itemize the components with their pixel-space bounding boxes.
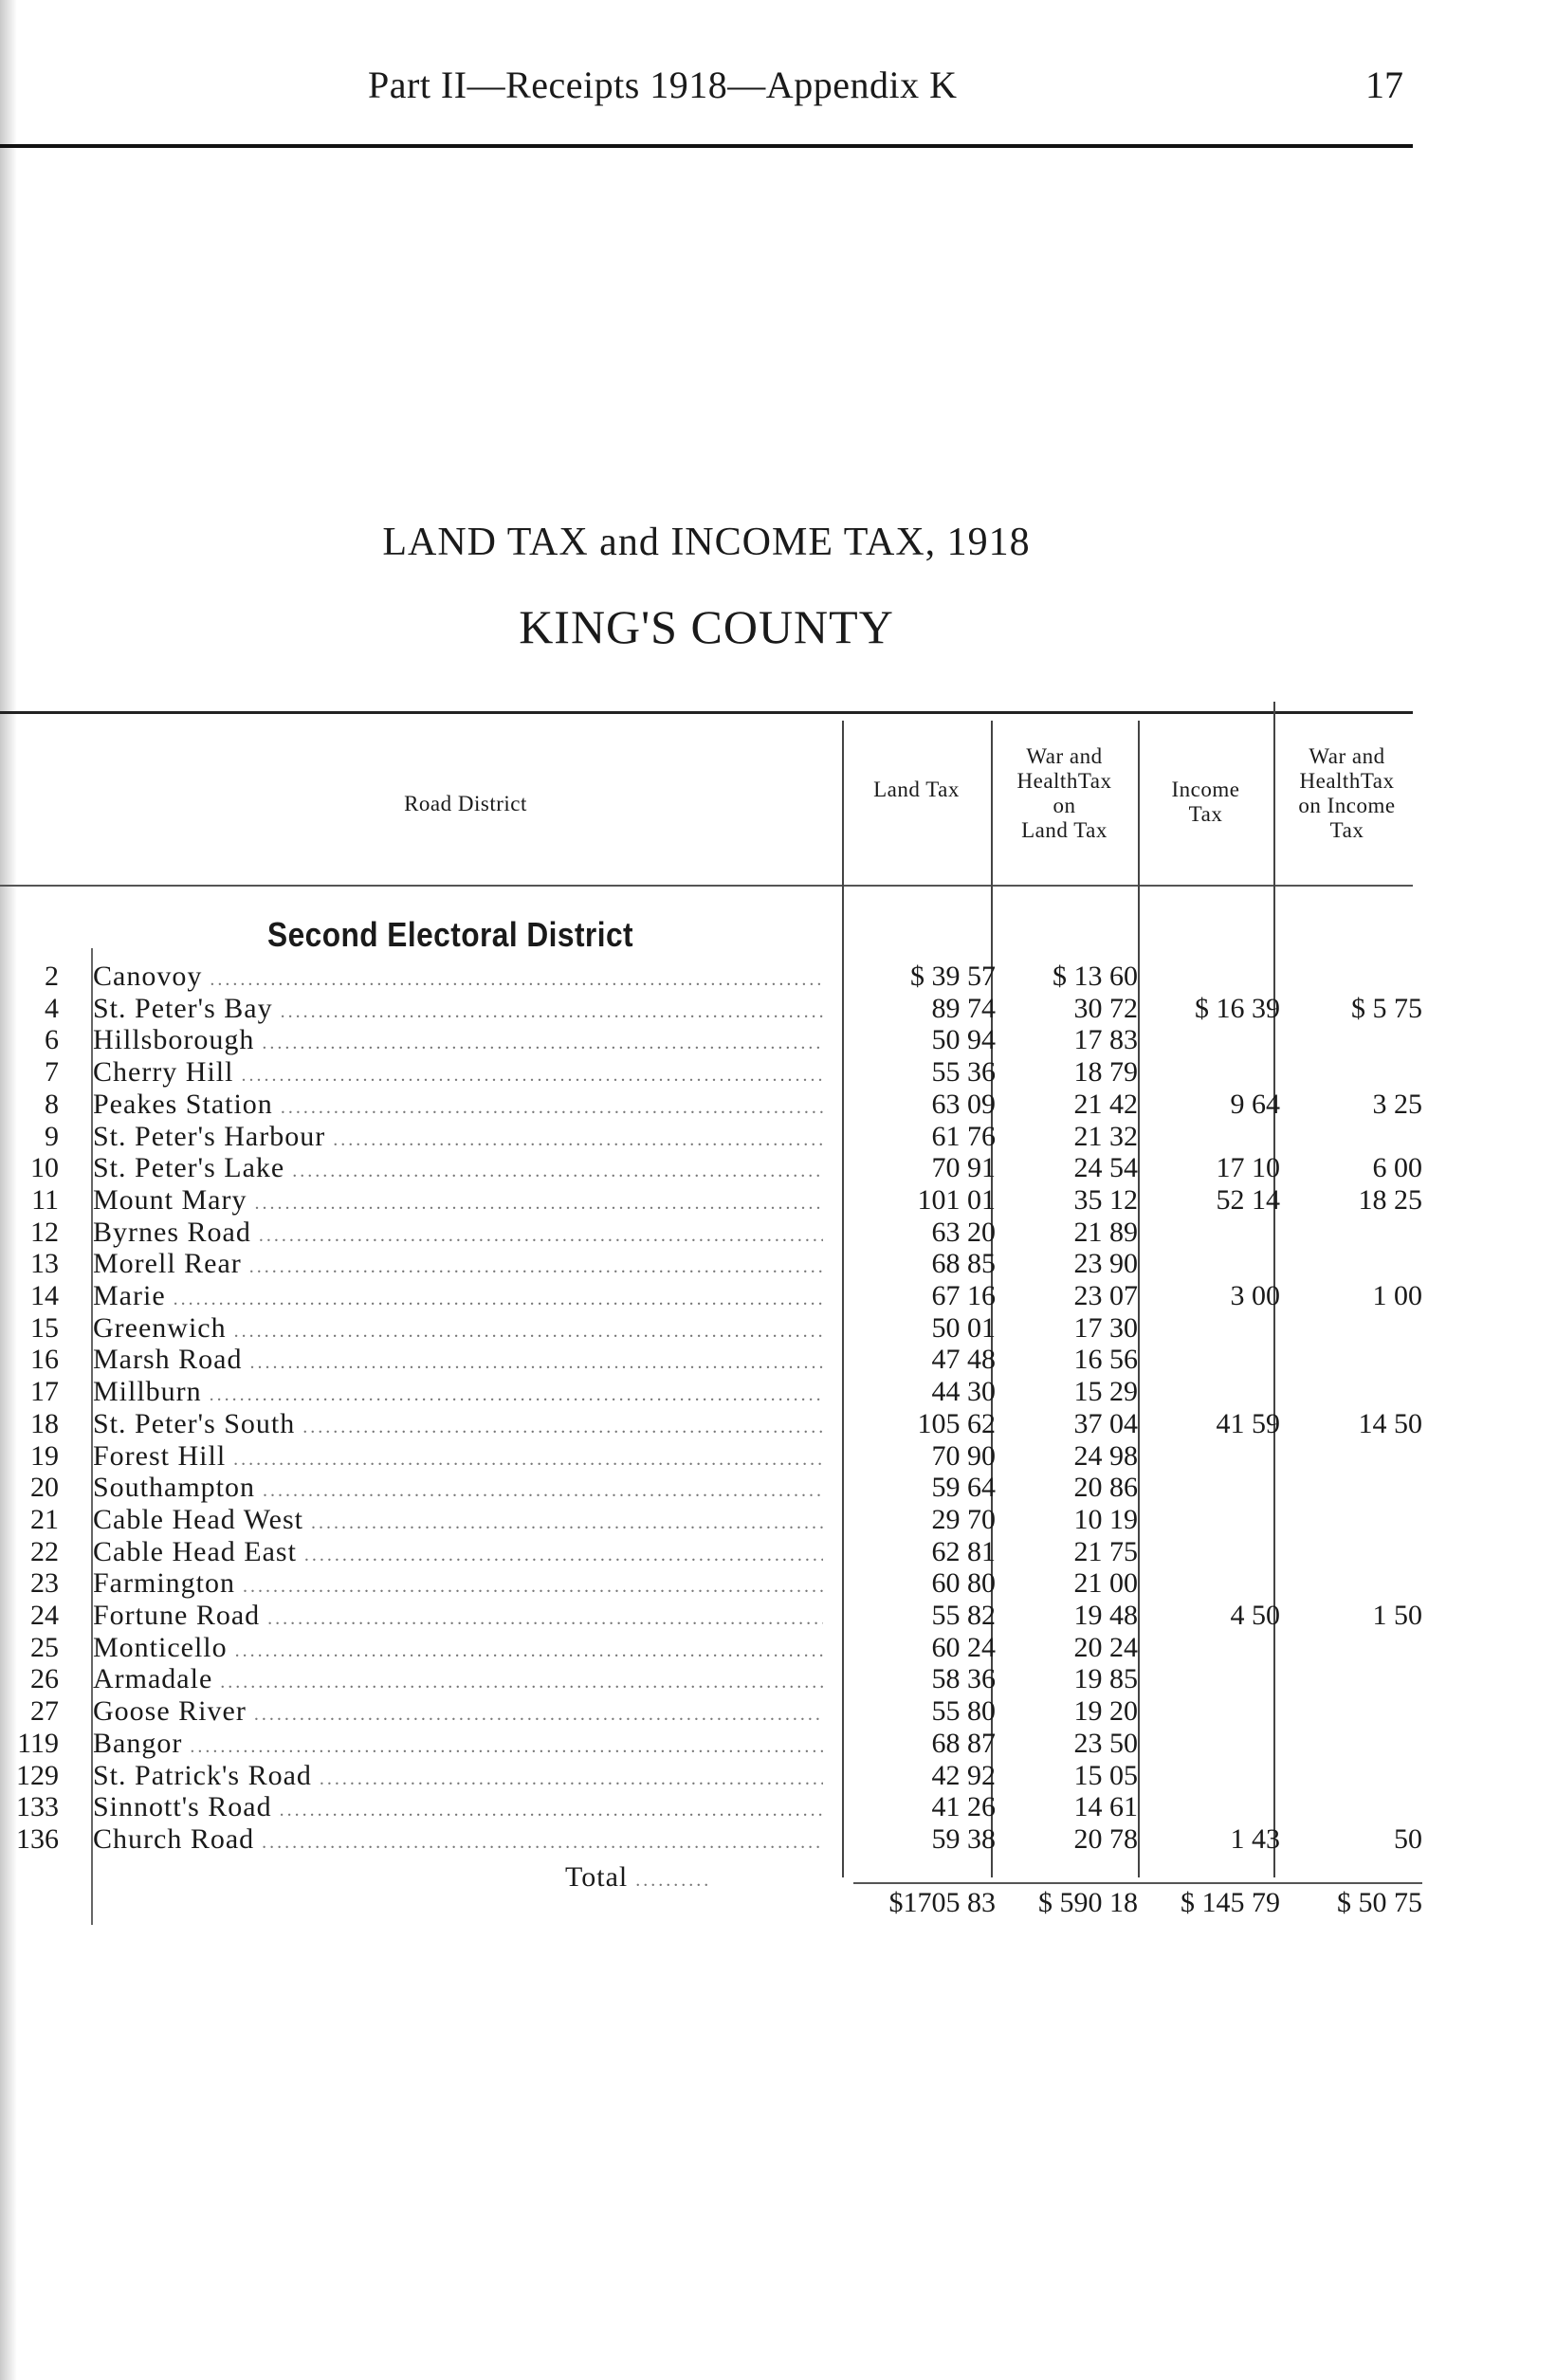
column-header-road-district: Road District — [404, 792, 527, 815]
road-district-name: Byrnes Road ..... — [93, 1218, 823, 1250]
income-tax-value: 3 00 — [1230, 1280, 1280, 1311]
table-row — [0, 1822, 1460, 1855]
land-tax-value: 59 38 — [931, 1822, 996, 1855]
land-tax-value: 63 09 — [931, 1088, 996, 1120]
land-tax-value: 55 36 — [931, 1056, 996, 1089]
header-rule — [0, 144, 1413, 148]
war-tax-land-value: 23 90 — [1073, 1248, 1138, 1280]
land-tax-value: 68 87 — [931, 1727, 996, 1759]
road-district-name: Cable Head West ..... — [93, 1506, 823, 1537]
table-row — [0, 1665, 1460, 1693]
war-tax-land-value: 17 83 — [1073, 1024, 1138, 1056]
road-district-name: St. Peter's Harbour ..... — [93, 1123, 823, 1154]
land-tax-value: 44 30 — [931, 1376, 996, 1408]
war-tax-land-value: 30 72 — [1073, 992, 1138, 1024]
road-district-name: Peakes Station ..... — [93, 1090, 823, 1122]
road-district-name: Southampton ..... — [93, 1474, 823, 1505]
war-tax-land-value: 14 61 — [1073, 1791, 1138, 1823]
table-row — [0, 1793, 1460, 1822]
war-tax-land-value: 24 54 — [1073, 1152, 1138, 1184]
war-tax-land-value: 21 00 — [1073, 1567, 1138, 1600]
table-row — [0, 1090, 1460, 1119]
road-district-name: Mount Mary ..... — [93, 1186, 823, 1217]
table-row — [0, 1218, 1460, 1247]
war-tax-income-value: 18 25 — [1358, 1183, 1422, 1216]
war-tax-land-value: 23 50 — [1073, 1727, 1138, 1759]
war-tax-income-value: 14 50 — [1358, 1407, 1422, 1439]
road-district-name: St. Peter's Lake ..... — [93, 1154, 823, 1185]
income-tax-value: 9 64 — [1230, 1088, 1280, 1120]
table-row — [0, 1631, 1460, 1663]
war-tax-land-value: 21 89 — [1073, 1216, 1138, 1248]
income-tax-value: 4 50 — [1230, 1600, 1280, 1631]
table-row — [0, 1154, 1460, 1182]
war-tax-income-value: 1 50 — [1372, 1600, 1422, 1631]
road-district-name: Fortune Road ..... — [93, 1602, 823, 1633]
war-tax-land-value: 20 86 — [1073, 1472, 1138, 1504]
table-row — [0, 1346, 1460, 1374]
land-tax-value: 89 74 — [931, 992, 996, 1024]
war-tax-land-value: 20 78 — [1073, 1822, 1138, 1855]
road-district-name: Greenwich ..... — [93, 1314, 823, 1346]
war-tax-land-value: $ 13 60 — [1053, 961, 1138, 992]
road-district-name: Hillsborough ..... — [93, 1026, 823, 1057]
income-tax-value: 52 14 — [1216, 1183, 1280, 1216]
road-district-name: Sinnott's Road ..... — [93, 1793, 823, 1824]
war-tax-land-value: 10 19 — [1073, 1503, 1138, 1535]
war-tax-land-value: 23 07 — [1073, 1280, 1138, 1311]
column-header-land-tax: Land Tax — [873, 778, 960, 801]
row-number: 19 — [30, 1439, 59, 1472]
total-war-tax-land: $ 590 18 — [1038, 1887, 1138, 1918]
total-income-tax: $ 145 79 — [1181, 1887, 1280, 1918]
row-number: 18 — [30, 1407, 59, 1439]
table-row — [0, 1759, 1460, 1791]
road-district-name: Monticello ..... — [93, 1634, 823, 1665]
total-rule — [853, 1882, 1422, 1884]
income-tax-value: $ 16 39 — [1195, 992, 1280, 1024]
row-number: 24 — [30, 1600, 59, 1631]
column-header-war-tax-land: War and HealthTax on Land Tax — [1016, 744, 1112, 842]
row-number: 8 — [45, 1088, 59, 1120]
row-number: 14 — [30, 1280, 59, 1311]
row-number: 13 — [30, 1248, 59, 1280]
table-row — [0, 1311, 1460, 1344]
table-row — [0, 1697, 1460, 1726]
land-tax-value: 58 36 — [931, 1663, 996, 1695]
running-head: Part II—Receipts 1918—Appendix K — [368, 64, 958, 106]
table-row — [0, 1378, 1460, 1406]
war-tax-land-value: 15 29 — [1073, 1376, 1138, 1408]
column-header-income-tax: Income Tax — [1171, 778, 1240, 826]
table-row — [0, 1026, 1460, 1054]
war-tax-land-value: 16 56 — [1073, 1344, 1138, 1376]
land-tax-value: 105 62 — [917, 1407, 996, 1439]
land-tax-value: 41 26 — [931, 1791, 996, 1823]
war-tax-land-value: 19 48 — [1073, 1600, 1138, 1631]
row-number: 26 — [30, 1663, 59, 1695]
war-tax-income-value: 3 25 — [1372, 1088, 1422, 1120]
land-tax-value: 62 81 — [931, 1535, 996, 1567]
war-tax-land-value: 37 04 — [1073, 1407, 1138, 1439]
column-header-war-tax-income: War and HealthTax on Income Tax — [1298, 744, 1396, 842]
war-tax-land-value: 19 85 — [1073, 1663, 1138, 1695]
row-number: 129 — [16, 1759, 59, 1791]
row-number: 2 — [45, 961, 59, 992]
land-tax-value: 29 70 — [931, 1503, 996, 1535]
war-tax-land-value: 21 32 — [1073, 1120, 1138, 1152]
row-number: 6 — [45, 1024, 59, 1056]
road-district-name: Bangor ..... — [93, 1730, 823, 1761]
row-number: 10 — [30, 1152, 59, 1184]
land-tax-value: 60 24 — [931, 1631, 996, 1663]
row-number: 17 — [30, 1376, 59, 1408]
land-tax-value: 63 20 — [931, 1216, 996, 1248]
land-tax-value: 67 16 — [931, 1280, 996, 1311]
land-tax-value: 42 92 — [931, 1759, 996, 1791]
table-row — [0, 992, 1460, 1024]
road-district-name: Forest Hill ..... — [93, 1442, 823, 1474]
table-title: LAND TAX and INCOME TAX, 1918 — [382, 521, 1031, 564]
war-tax-land-value: 21 75 — [1073, 1535, 1138, 1567]
land-tax-value: 55 82 — [931, 1600, 996, 1631]
war-tax-land-value: 18 79 — [1073, 1056, 1138, 1089]
table-row — [0, 1250, 1460, 1278]
income-tax-value: 41 59 — [1216, 1407, 1280, 1439]
income-tax-value: 17 10 — [1216, 1152, 1280, 1184]
row-number: 9 — [45, 1120, 59, 1152]
road-district-name: Cable Head East ..... — [93, 1538, 823, 1569]
table-row — [0, 1474, 1460, 1502]
page-number: 17 — [1365, 64, 1403, 106]
table-row — [0, 962, 1460, 991]
road-district-name: Morell Rear ..... — [93, 1250, 823, 1281]
land-tax-value: 60 80 — [931, 1567, 996, 1600]
row-number: 25 — [30, 1631, 59, 1663]
row-number: 15 — [30, 1311, 59, 1344]
land-tax-value: 47 48 — [931, 1344, 996, 1376]
land-tax-value: 50 94 — [931, 1024, 996, 1056]
war-tax-income-value: $ 5 75 — [1351, 992, 1422, 1024]
land-tax-value: 61 76 — [931, 1120, 996, 1152]
road-district-name: Marie ..... — [93, 1282, 823, 1313]
table-row — [0, 1535, 1460, 1567]
road-district-name: Armadale ..... — [93, 1665, 823, 1696]
total-land-tax: $1705 83 — [888, 1887, 996, 1918]
row-number: 4 — [45, 992, 59, 1024]
land-tax-value: 68 85 — [931, 1248, 996, 1280]
land-tax-value: 70 91 — [931, 1152, 996, 1184]
table-header-rule — [0, 885, 1413, 887]
table-row — [0, 1439, 1460, 1472]
war-tax-land-value: 35 12 — [1073, 1183, 1138, 1216]
road-district-name: Marsh Road ..... — [93, 1346, 823, 1377]
war-tax-income-value: 1 00 — [1372, 1280, 1422, 1311]
table-row — [0, 1503, 1460, 1535]
table-row — [0, 1569, 1460, 1598]
county-title: KING'S COUNTY — [519, 600, 894, 653]
road-district-name: Canovoy ..... — [93, 962, 823, 994]
war-tax-income-value: 6 00 — [1372, 1152, 1422, 1184]
road-district-name: St. Peter's South ..... — [93, 1410, 823, 1441]
row-number: 21 — [30, 1503, 59, 1535]
war-tax-land-value: 21 42 — [1073, 1088, 1138, 1120]
road-district-name: Millburn ..... — [93, 1378, 823, 1409]
income-tax-value: 1 43 — [1230, 1822, 1280, 1855]
table-row — [0, 1407, 1460, 1439]
war-tax-income-value: 50 — [1394, 1822, 1422, 1855]
row-number: 23 — [30, 1567, 59, 1600]
road-district-name: Goose River ..... — [93, 1697, 823, 1729]
total-label: Total ..... — [565, 1861, 711, 1894]
row-number: 16 — [30, 1344, 59, 1376]
land-tax-value: 59 64 — [931, 1472, 996, 1504]
land-tax-value: 70 90 — [931, 1439, 996, 1472]
table-row — [0, 1602, 1460, 1630]
war-tax-land-value: 15 05 — [1073, 1759, 1138, 1791]
war-tax-land-value: 19 20 — [1073, 1695, 1138, 1728]
road-district-name: Church Road ..... — [93, 1825, 823, 1857]
table-row — [0, 1120, 1460, 1152]
road-district-name: Cherry Hill ..... — [93, 1058, 823, 1089]
row-number: 7 — [45, 1056, 59, 1089]
war-tax-land-value: 20 24 — [1073, 1631, 1138, 1663]
table-row — [0, 1727, 1460, 1759]
land-tax-value: $ 39 57 — [910, 961, 996, 992]
table-top-rule — [0, 711, 1413, 714]
row-number: 20 — [30, 1472, 59, 1504]
war-tax-land-value: 17 30 — [1073, 1311, 1138, 1344]
row-number: 22 — [30, 1535, 59, 1567]
table-row — [0, 1183, 1460, 1216]
land-tax-value: 101 01 — [917, 1183, 996, 1216]
table-row — [0, 1058, 1460, 1087]
row-number: 12 — [30, 1216, 59, 1248]
land-tax-value: 55 80 — [931, 1695, 996, 1728]
war-tax-land-value: 24 98 — [1073, 1439, 1138, 1472]
table-row — [0, 1282, 1460, 1310]
section-heading: Second Electoral District — [267, 915, 634, 954]
row-number: 11 — [31, 1183, 59, 1216]
road-district-name: Farmington ..... — [93, 1569, 823, 1601]
road-district-name: St. Patrick's Road ..... — [93, 1762, 823, 1793]
row-number: 136 — [16, 1822, 59, 1855]
land-tax-value: 50 01 — [931, 1311, 996, 1344]
road-district-name: St. Peter's Bay ..... — [93, 995, 823, 1026]
row-number: 27 — [30, 1695, 59, 1728]
row-number: 133 — [16, 1791, 59, 1823]
row-number: 119 — [17, 1727, 59, 1759]
total-war-tax-income: $ 50 75 — [1337, 1887, 1422, 1918]
